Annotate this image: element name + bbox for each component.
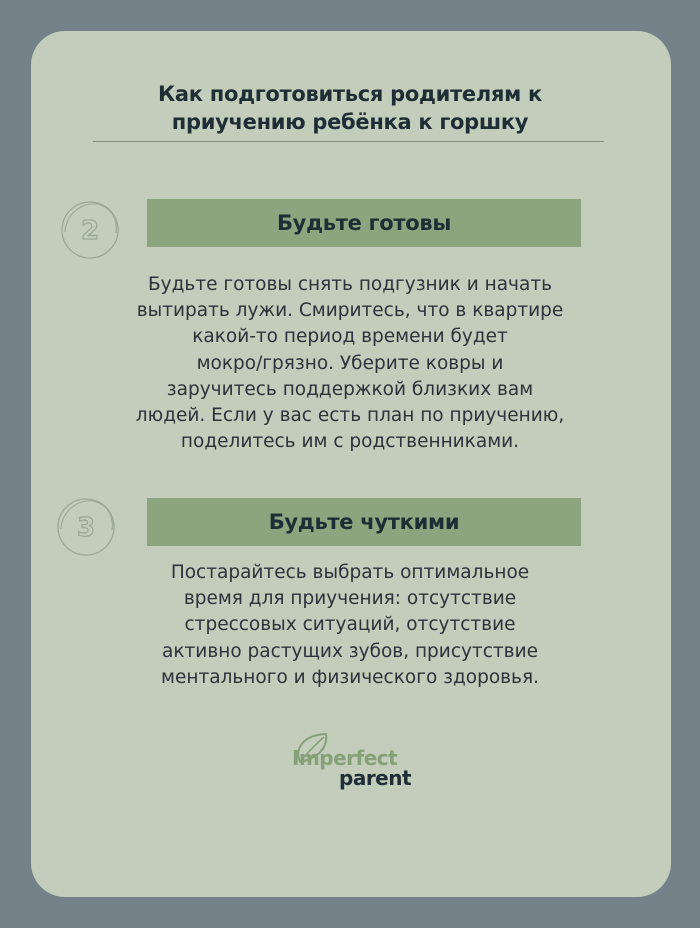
body-line: Будьте готовы снять подгузник и начать	[147, 274, 553, 295]
section-heading-3: Будьте чуткими	[268, 510, 460, 534]
body-line: людей. Если у вас есть план по приучению,	[135, 405, 565, 427]
body-line: вытирать лужи. Смиритесь, что в квартире	[136, 300, 564, 322]
section-body-3	[100, 560, 600, 691]
step-number-badge-2	[59, 199, 121, 261]
body-line: какой-то период времени будет	[192, 326, 508, 348]
body-line: время для приучения: отсутствие	[183, 588, 517, 610]
section-banner-2	[147, 199, 581, 247]
body-line: стрессовых ситуаций, отсутствие	[184, 614, 516, 636]
body-line: поделитесь им с родственниками.	[180, 431, 520, 453]
section-body-2	[100, 272, 600, 455]
section-banner-3	[147, 498, 581, 546]
step-number-badge-3	[55, 496, 117, 558]
page-title	[0, 80, 700, 136]
title-line-1: Как подготовиться родителям к	[158, 82, 542, 106]
section-heading-2: Будьте готовы	[276, 211, 452, 235]
body-line: Постарайтесь выбрать оптимальное	[170, 562, 530, 583]
logo-text-imperfect: Imperfect	[292, 746, 398, 770]
brand-logo	[284, 730, 424, 792]
body-line: мокро/грязно. Уберите ковры и	[196, 352, 504, 374]
body-line: заручитесь поддержкой близких вам	[166, 378, 534, 400]
logo-text-parent: parent	[339, 766, 412, 790]
title-line-2: приучению ребёнка к горшку	[171, 110, 529, 134]
body-line: активно растущих зубов, присутствие	[162, 640, 538, 662]
title-divider	[93, 141, 604, 142]
body-line: ментального и физического здоровья.	[161, 666, 539, 688]
step-number-2: 2	[80, 216, 100, 246]
step-number-3: 3	[76, 513, 96, 543]
